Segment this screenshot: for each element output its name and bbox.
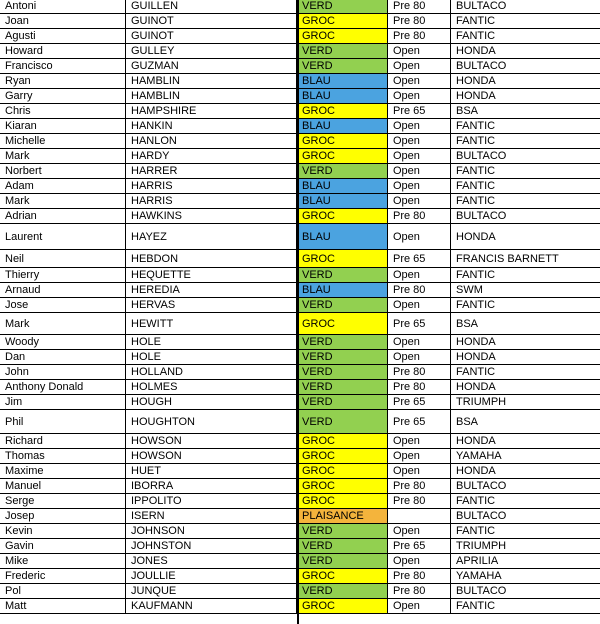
first-name-cell[interactable]: Adrian <box>0 209 126 223</box>
group-cell[interactable]: VERD <box>297 350 388 364</box>
last-name-cell[interactable]: HARRIS <box>126 179 297 193</box>
last-name-cell[interactable]: HERVAS <box>126 298 297 312</box>
first-name-cell[interactable]: Mike <box>0 554 126 568</box>
group-cell[interactable]: VERD <box>297 554 388 568</box>
last-name-cell[interactable]: HOUGH <box>126 395 297 409</box>
group-cell[interactable]: VERD <box>297 44 388 58</box>
class-cell[interactable]: Pre 65 <box>388 313 451 334</box>
class-cell[interactable]: Open <box>388 524 451 538</box>
first-name-cell[interactable]: Serge <box>0 494 126 508</box>
class-cell[interactable]: Open <box>388 89 451 103</box>
brand-cell[interactable]: HONDA <box>456 435 496 447</box>
table-row <box>0 350 600 365</box>
first-name-cell[interactable]: Frederic <box>0 569 126 583</box>
class-cell[interactable]: Pre 65 <box>388 250 451 267</box>
table-row <box>0 494 600 509</box>
table-row <box>0 268 600 283</box>
class-cell[interactable]: Pre 80 <box>388 0 451 13</box>
table-row <box>0 509 600 524</box>
brand-cell[interactable]: HONDA <box>456 231 496 243</box>
class-cell[interactable]: Pre 80 <box>388 569 451 583</box>
first-name-cell[interactable]: Josep <box>0 509 126 523</box>
last-name-cell[interactable]: HOUGHTON <box>126 410 297 433</box>
group-cell[interactable]: BLAU <box>297 119 388 133</box>
class-cell[interactable]: Pre 80 <box>388 365 451 379</box>
first-name-cell[interactable]: Jose <box>0 298 126 312</box>
group-cell[interactable]: GROC <box>297 149 388 163</box>
class-cell[interactable]: Open <box>388 134 451 148</box>
group-cell[interactable]: VERD <box>297 395 388 409</box>
table-row <box>0 380 600 395</box>
first-name-cell[interactable]: Adam <box>0 179 126 193</box>
brand-cell[interactable]: SWM <box>456 284 483 296</box>
table-row <box>0 569 600 584</box>
class-cell[interactable]: Open <box>388 194 451 208</box>
group-cell[interactable]: PLAISANCE <box>297 509 388 523</box>
table-row <box>0 29 600 44</box>
brand-cell[interactable]: FANTIC <box>456 525 496 537</box>
last-name-cell[interactable]: HARRER <box>126 164 297 178</box>
first-name-cell[interactable]: Joan <box>0 14 126 28</box>
first-name-cell[interactable]: Francisco <box>0 59 126 73</box>
first-name-cell[interactable]: Jim <box>0 395 126 409</box>
table-row <box>0 0 600 14</box>
brand-cell[interactable]: HONDA <box>456 45 496 57</box>
last-name-cell[interactable]: GULLEY <box>126 44 297 58</box>
first-name-cell[interactable]: Kevin <box>0 524 126 538</box>
group-cell[interactable]: GROC <box>297 104 388 118</box>
brand-cell[interactable]: BULTACO <box>456 510 507 522</box>
brand-cell[interactable]: BSA <box>456 318 479 330</box>
last-name-cell[interactable]: HOWSON <box>126 449 297 463</box>
table-row <box>0 524 600 539</box>
last-name-cell[interactable]: HANKIN <box>126 119 297 133</box>
class-cell[interactable]: Open <box>388 268 451 282</box>
table-row <box>0 584 600 599</box>
brand-cell[interactable]: BULTACO <box>456 60 507 72</box>
last-name-cell[interactable]: HOWSON <box>126 434 297 448</box>
class-cell[interactable]: Open <box>388 434 451 448</box>
group-cell[interactable]: GROC <box>297 209 388 223</box>
table-row <box>0 89 600 104</box>
group-cell[interactable]: VERD <box>297 0 388 13</box>
first-name-cell[interactable]: Dan <box>0 350 126 364</box>
table-row <box>0 194 600 209</box>
group-cell[interactable]: GROC <box>297 250 388 267</box>
last-name-cell[interactable]: JOULLIE <box>126 569 297 583</box>
first-name-cell[interactable]: Michelle <box>0 134 126 148</box>
table-row <box>0 298 600 313</box>
group-cell[interactable]: VERD <box>297 584 388 598</box>
brand-cell[interactable]: FANTIC <box>456 180 496 192</box>
table-row <box>0 449 600 464</box>
group-cell[interactable]: VERD <box>297 380 388 394</box>
brand-cell[interactable]: FANTIC <box>456 195 496 207</box>
class-cell[interactable]: Open <box>388 44 451 58</box>
first-name-cell[interactable]: Ryan <box>0 74 126 88</box>
group-cell[interactable]: VERD <box>297 164 388 178</box>
brand-cell[interactable]: FANTIC <box>456 366 496 378</box>
group-cell[interactable]: GROC <box>297 14 388 28</box>
group-cell[interactable]: BLAU <box>297 194 388 208</box>
table-row <box>0 59 600 74</box>
last-name-cell[interactable]: HOLMES <box>126 380 297 394</box>
brand-cell[interactable]: TRIUMPH <box>456 396 507 408</box>
class-cell[interactable]: Open <box>388 149 451 163</box>
first-name-cell[interactable]: Anthony Donald <box>0 380 126 394</box>
last-name-cell[interactable]: HAWKINS <box>126 209 297 223</box>
class-cell[interactable]: Open <box>388 599 451 613</box>
class-cell[interactable]: Pre 80 <box>388 584 451 598</box>
table-row <box>0 395 600 410</box>
brand-cell[interactable]: BULTACO <box>456 585 507 597</box>
first-name-cell[interactable]: Neil <box>0 250 126 267</box>
first-name-cell[interactable]: Arnaud <box>0 283 126 297</box>
brand-cell[interactable]: FANTIC <box>456 600 496 612</box>
last-name-cell[interactable]: JOHNSON <box>126 524 297 538</box>
last-name-cell[interactable]: HUET <box>126 464 297 478</box>
last-name-cell[interactable]: GUINOT <box>126 29 297 43</box>
table-row <box>0 14 600 29</box>
first-name-cell[interactable]: Antoni <box>0 0 126 13</box>
last-name-cell[interactable]: GUINOT <box>126 14 297 28</box>
last-name-cell[interactable]: HEREDIA <box>126 283 297 297</box>
group-cell[interactable]: VERD <box>297 335 388 349</box>
group-cell[interactable]: GROC <box>297 434 388 448</box>
brand-cell[interactable]: HONDA <box>456 75 496 87</box>
group-cell[interactable]: VERD <box>297 410 388 433</box>
last-name-cell[interactable]: HAMBLIN <box>126 89 297 103</box>
last-name-cell[interactable]: HEWITT <box>126 313 297 334</box>
class-cell[interactable]: Open <box>388 554 451 568</box>
last-name-cell[interactable]: IPPOLITO <box>126 494 297 508</box>
table-row <box>0 164 600 179</box>
brand-cell[interactable]: FANTIC <box>456 15 496 27</box>
group-cell[interactable]: GROC <box>297 569 388 583</box>
brand-cell[interactable]: FANTIC <box>456 30 496 42</box>
class-cell[interactable]: Open <box>388 335 451 349</box>
class-cell[interactable]: Pre 65 <box>388 104 451 118</box>
last-name-cell[interactable]: HARDY <box>126 149 297 163</box>
brand-cell[interactable]: HONDA <box>456 465 496 477</box>
brand-cell[interactable]: FRANCIS BARNETT <box>456 253 559 265</box>
table-row <box>0 224 600 250</box>
last-name-cell[interactable]: HEBDON <box>126 250 297 267</box>
first-name-cell[interactable]: Woody <box>0 335 126 349</box>
table-row <box>0 434 600 449</box>
class-cell[interactable]: Open <box>388 179 451 193</box>
brand-cell[interactable]: BULTACO <box>456 0 507 12</box>
last-name-cell[interactable]: HOLLAND <box>126 365 297 379</box>
group-cell[interactable]: BLAU <box>297 224 388 249</box>
table-row <box>0 44 600 59</box>
table-row <box>0 479 600 494</box>
last-name-cell[interactable]: HOLE <box>126 350 297 364</box>
first-name-cell[interactable]: Garry <box>0 89 126 103</box>
last-name-cell[interactable]: HEQUETTE <box>126 268 297 282</box>
class-cell[interactable]: Pre 65 <box>388 539 451 553</box>
group-cell[interactable]: VERD <box>297 365 388 379</box>
group-cell[interactable]: BLAU <box>297 179 388 193</box>
first-name-cell[interactable]: Gavin <box>0 539 126 553</box>
class-cell[interactable]: Open <box>388 74 451 88</box>
last-name-cell[interactable]: HARRIS <box>126 194 297 208</box>
table-row <box>0 410 600 434</box>
table-row <box>0 119 600 134</box>
class-cell[interactable]: Open <box>388 449 451 463</box>
group-cell[interactable]: BLAU <box>297 74 388 88</box>
brand-cell[interactable]: TRIUMPH <box>456 540 507 552</box>
first-name-cell[interactable]: Thomas <box>0 449 126 463</box>
group-cell[interactable]: GROC <box>297 449 388 463</box>
first-name-cell[interactable]: Manuel <box>0 479 126 493</box>
table-row <box>0 539 600 554</box>
class-cell[interactable]: Open <box>388 59 451 73</box>
last-name-cell[interactable]: HOLE <box>126 335 297 349</box>
table-row <box>0 134 600 149</box>
first-name-cell[interactable]: Matt <box>0 599 126 613</box>
brand-cell[interactable]: FANTIC <box>456 495 496 507</box>
class-cell[interactable]: Pre 80 <box>388 29 451 43</box>
first-name-cell[interactable]: Mark <box>0 194 126 208</box>
class-cell[interactable]: Pre 80 <box>388 283 451 297</box>
table-row <box>0 283 600 298</box>
group-cell[interactable]: GROC <box>297 494 388 508</box>
first-name-cell[interactable]: Richard <box>0 434 126 448</box>
table-row <box>0 365 600 380</box>
group-cell[interactable]: GROC <box>297 313 388 334</box>
class-cell[interactable]: Open <box>388 119 451 133</box>
last-name-cell[interactable]: KAUFMANN <box>126 599 297 613</box>
first-name-cell[interactable]: Agusti <box>0 29 126 43</box>
group-cell[interactable]: VERD <box>297 59 388 73</box>
last-name-cell[interactable]: JOHNSTON <box>126 539 297 553</box>
last-name-cell[interactable]: IBORRA <box>126 479 297 493</box>
group-cell[interactable]: BLAU <box>297 89 388 103</box>
brand-cell[interactable]: FANTIC <box>456 299 496 311</box>
class-cell[interactable]: Pre 80 <box>388 209 451 223</box>
table-row <box>0 74 600 89</box>
table-row <box>0 554 600 569</box>
group-cell[interactable]: VERD <box>297 539 388 553</box>
last-name-cell[interactable]: HAYEZ <box>126 224 297 249</box>
brand-cell[interactable]: HONDA <box>456 381 496 393</box>
class-cell[interactable]: Open <box>388 350 451 364</box>
table-row <box>0 464 600 479</box>
class-cell[interactable]: Pre 80 <box>388 380 451 394</box>
brand-cell[interactable]: APRILIA <box>456 555 499 567</box>
group-cell[interactable]: GROC <box>297 479 388 493</box>
group-cell[interactable]: GROC <box>297 134 388 148</box>
table-row <box>0 250 600 268</box>
last-name-cell[interactable]: JUNQUE <box>126 584 297 598</box>
brand-cell[interactable]: FANTIC <box>456 165 496 177</box>
table-row <box>0 104 600 119</box>
first-name-cell[interactable]: Chris <box>0 104 126 118</box>
first-name-cell[interactable]: John <box>0 365 126 379</box>
brand-cell[interactable]: FANTIC <box>456 269 496 281</box>
group-cell[interactable]: BLAU <box>297 283 388 297</box>
brand-cell[interactable]: HONDA <box>456 336 496 348</box>
table-row <box>0 335 600 350</box>
class-cell[interactable]: Open <box>388 164 451 178</box>
brand-cell[interactable]: HONDA <box>456 351 496 363</box>
table-row <box>0 179 600 194</box>
group-cell[interactable]: GROC <box>297 464 388 478</box>
brand-cell[interactable]: HONDA <box>456 90 496 102</box>
brand-cell[interactable]: BSA <box>456 416 479 428</box>
first-name-cell[interactable]: Mark <box>0 149 126 163</box>
last-name-cell[interactable]: JONES <box>126 554 297 568</box>
first-name-cell[interactable]: Pol <box>0 584 126 598</box>
last-name-cell[interactable]: HAMBLIN <box>126 74 297 88</box>
brand-cell[interactable]: FANTIC <box>456 120 496 132</box>
brand-cell[interactable]: YAMAHA <box>456 570 502 582</box>
table-row <box>0 313 600 335</box>
class-cell[interactable]: Open <box>388 224 451 249</box>
brand-cell[interactable]: FANTIC <box>456 135 496 147</box>
class-cell[interactable]: Pre 65 <box>388 410 451 433</box>
first-name-cell[interactable]: Maxime <box>0 464 126 478</box>
class-cell[interactable]: Open <box>388 298 451 312</box>
group-cell[interactable]: VERD <box>297 298 388 312</box>
last-name-cell[interactable]: ISERN <box>126 509 297 523</box>
first-name-cell[interactable]: Phil <box>0 410 126 433</box>
table-row <box>0 209 600 224</box>
brand-cell[interactable]: BULTACO <box>456 210 507 222</box>
last-name-cell[interactable]: HANLON <box>126 134 297 148</box>
class-cell[interactable]: Pre 80 <box>388 14 451 28</box>
table-row <box>0 149 600 164</box>
last-name-cell[interactable]: GUILLEN <box>126 0 297 13</box>
last-name-cell[interactable]: HAMPSHIRE <box>126 104 297 118</box>
first-name-cell[interactable]: Laurent <box>0 224 126 249</box>
first-name-cell[interactable]: Mark <box>0 313 126 334</box>
brand-cell[interactable]: BULTACO <box>456 480 507 492</box>
class-cell[interactable]: Pre 65 <box>388 395 451 409</box>
last-name-cell[interactable]: GUZMAN <box>126 59 297 73</box>
class-cell[interactable] <box>388 509 451 523</box>
first-name-cell[interactable]: Kiaran <box>0 119 126 133</box>
first-name-cell[interactable]: Howard <box>0 44 126 58</box>
group-cell[interactable]: VERD <box>297 268 388 282</box>
group-cell[interactable]: GROC <box>297 29 388 43</box>
class-cell[interactable]: Open <box>388 464 451 478</box>
brand-cell[interactable]: BULTACO <box>456 150 507 162</box>
group-cell[interactable]: VERD <box>297 524 388 538</box>
brand-cell[interactable]: BSA <box>456 105 479 117</box>
class-cell[interactable]: Pre 80 <box>388 494 451 508</box>
group-cell[interactable]: GROC <box>297 599 388 613</box>
first-name-cell[interactable]: Norbert <box>0 164 126 178</box>
first-name-cell[interactable]: Thierry <box>0 268 126 282</box>
table-row <box>0 599 600 614</box>
column-divider <box>297 0 299 624</box>
class-cell[interactable]: Pre 80 <box>388 479 451 493</box>
brand-cell[interactable]: YAMAHA <box>456 450 502 462</box>
